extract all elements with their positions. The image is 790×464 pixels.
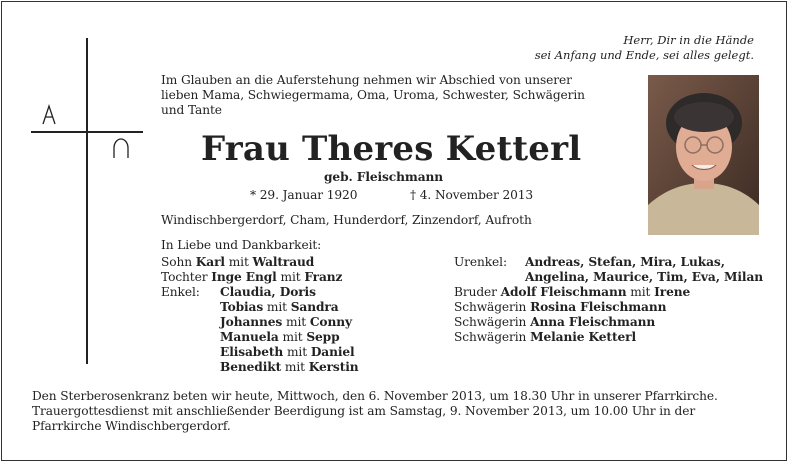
enkel-row: Manuela mit Sepp <box>220 330 340 344</box>
urenkel-line-1: Andreas, Stefan, Mira, Lukas, <box>525 255 725 269</box>
cross-icon <box>29 36 147 366</box>
enkel-row: Benedikt mit Kerstin <box>220 360 359 374</box>
motto-line-1: Herr, Dir in die Hände <box>623 33 754 47</box>
mourners-heading: In Liebe und Dankbarkeit: <box>161 238 322 252</box>
birth-name: geb. Fleischmann <box>324 170 444 184</box>
urenkel-line-2: Angelina, Maurice, Tim, Eva, Milan <box>525 270 763 284</box>
obituary-notice <box>1 1 787 461</box>
intro-line-3: und Tante <box>161 103 222 117</box>
places: Windischbergerdorf, Cham, Hunderdorf, Zinzendorf, Aufroth <box>161 213 532 227</box>
mourner-schwaegerin: Schwägerin Melanie Ketterl <box>454 330 636 344</box>
enkel-label: Enkel: <box>161 285 200 299</box>
enkel-row: Tobias mit Sandra <box>220 300 339 314</box>
enkel-row: Claudia, Doris <box>220 285 316 299</box>
intro-line-1: Im Glauben an die Auferstehung nehmen wir Abschied von unserer <box>161 73 572 87</box>
portrait-photo <box>648 75 759 235</box>
mourner-tochter: Tochter Inge Engl mit Franz <box>161 270 343 284</box>
mourner-bruder: Bruder Adolf Fleischmann mit Irene <box>454 285 691 299</box>
intro-line-2: lieben Mama, Schwiegermama, Oma, Uroma, Schwester, Schwägerin <box>161 88 585 102</box>
urenkel-label: Urenkel: <box>454 255 507 269</box>
deceased-name: Frau Theres Ketterl <box>201 129 582 169</box>
footer-line-3: Pfarrkirche Windischbergerdorf. <box>32 419 231 433</box>
death-date: † 4. November 2013 <box>410 188 534 202</box>
enkel-row: Johannes mit Conny <box>220 315 352 329</box>
mourner-schwaegerin: Schwägerin Anna Fleischmann <box>454 315 656 329</box>
motto-line-2: sei Anfang und Ende, sei alles gelegt. <box>534 48 754 62</box>
mourner-sohn: Sohn Karl mit Waltraud <box>161 255 315 269</box>
footer-line-2: Trauergottesdienst mit anschließender Beerdigung ist am Samstag, 9. November 2013, um 10.00 Uhr in der <box>32 404 696 418</box>
footer-line-1: Den Sterberosenkranz beten wir heute, Mittwoch, den 6. November 2013, um 18.30 Uhr in unserer Pfarrkirche. <box>32 389 718 403</box>
enkel-row: Elisabeth mit Daniel <box>220 345 355 359</box>
mourner-schwaegerin: Schwägerin Rosina Fleischmann <box>454 300 667 314</box>
birth-date: * 29. Januar 1920 <box>250 188 358 202</box>
